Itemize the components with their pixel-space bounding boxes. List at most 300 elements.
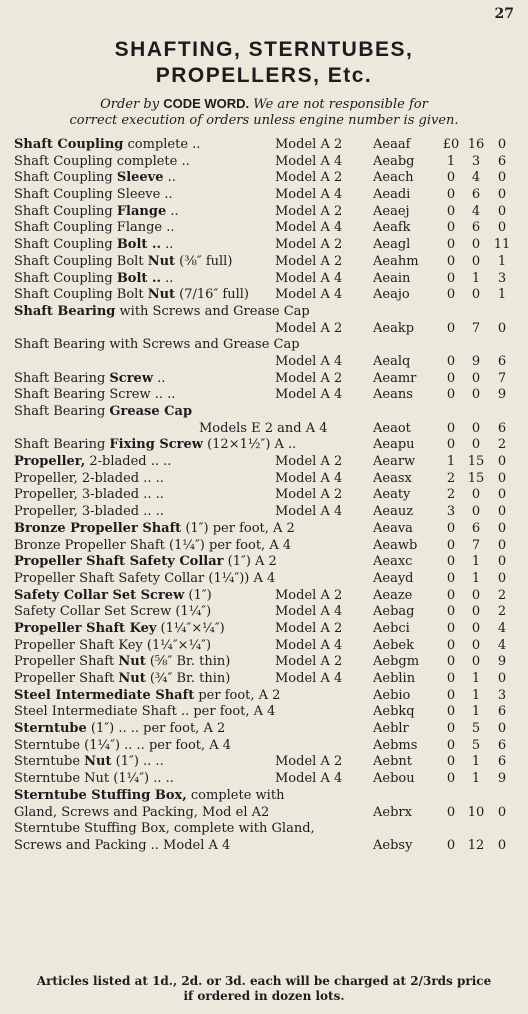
table-row <box>0 137 528 154</box>
price-shillings: 6 <box>471 520 481 536</box>
price-pence: 2 <box>497 587 507 603</box>
price-pence: 0 <box>497 504 507 520</box>
description-segment: Nut <box>118 654 146 670</box>
price-pence: 11 <box>493 237 511 253</box>
price-pounds: 0 <box>446 370 456 386</box>
price-pounds: 0 <box>446 620 456 636</box>
description-segment: Sterntube Stuffing Box, complete with Gland, <box>14 821 315 837</box>
price-shillings: 0 <box>471 237 481 253</box>
price-shillings: 16 <box>467 137 485 152</box>
description-segment: Safety Collar Set Screw <box>14 587 185 603</box>
price-pence: 0 <box>497 187 507 203</box>
code-word: Aeaaf <box>373 137 411 152</box>
description-segment: Safety Collar Set Screw (1¼″) <box>14 604 212 620</box>
price-pounds: 0 <box>446 220 456 236</box>
table-row <box>0 504 528 521</box>
code-word: Aeapu <box>373 437 415 453</box>
price-pounds: £0 <box>442 137 460 152</box>
table-row <box>0 337 528 354</box>
price-pounds: 1 <box>446 153 456 169</box>
model: Model A 2 <box>275 237 343 253</box>
price-pence: 6 <box>497 420 507 436</box>
item-description <box>14 271 173 288</box>
price-pence: 0 <box>497 470 507 486</box>
model: Model A 4 <box>275 771 343 787</box>
code-word: Aeava <box>373 520 413 536</box>
subtitle-line2: correct execution of orders unless engine number is given. <box>69 113 459 128</box>
price-shillings: 0 <box>471 420 481 436</box>
description-segment: Shaft Bearing <box>14 303 116 319</box>
item-description <box>14 721 225 738</box>
model: Model A 2 <box>275 487 343 503</box>
description-segment: Bronze Propeller Shaft <box>14 520 182 536</box>
price-shillings: 1 <box>471 754 481 770</box>
item-description <box>14 571 275 588</box>
model: Model A 4 <box>275 671 343 686</box>
price-pounds: 0 <box>446 554 456 570</box>
table-row <box>0 154 528 171</box>
code-word: Aeain <box>373 270 411 286</box>
item-description <box>14 588 212 605</box>
description-segment: Screw <box>109 370 154 386</box>
price-pence: 0 <box>497 203 507 219</box>
description-segment: .. <box>163 170 176 186</box>
description-segment: Shaft Bearing with Screws and Grease Cap <box>14 337 300 353</box>
code-word: Aearw <box>373 454 416 470</box>
price-shillings: 5 <box>471 737 481 753</box>
model: Model A 2 <box>275 137 343 152</box>
code-word: Aebou <box>373 771 415 787</box>
code-word: Aeajo <box>373 287 410 303</box>
price-pounds: 0 <box>446 771 456 787</box>
description-segment: Screws and Packing .. Model A 4 <box>14 837 231 853</box>
price-shillings: 15 <box>467 470 485 486</box>
code-word: Aeaze <box>373 587 413 603</box>
description-segment: (1″) A 2 <box>223 554 277 570</box>
description-segment: Propeller Shaft <box>14 654 119 670</box>
item-description <box>14 738 231 755</box>
table-row <box>0 220 528 237</box>
table-row <box>0 271 528 288</box>
price-pounds: 0 <box>446 804 456 820</box>
price-shillings: 0 <box>471 253 481 269</box>
item-description <box>14 621 225 638</box>
model: Model A 2 <box>275 654 343 670</box>
description-segment: Bronze Propeller Shaft (1¼″) per foot, A 4 <box>14 537 292 553</box>
description-segment: Sterntube Stuffing Box, <box>14 787 187 803</box>
description-segment: Sterntube (1¼″) .. .. per foot, A 4 <box>14 737 232 753</box>
code-word: Aebnt <box>373 754 412 770</box>
table-row <box>0 471 528 488</box>
price-shillings: 12 <box>467 837 485 853</box>
subtitle <box>0 95 528 113</box>
item-description <box>14 337 300 354</box>
price-pence: 9 <box>497 387 507 403</box>
price-pence: 6 <box>497 353 507 369</box>
description-segment: Shaft Coupling <box>14 237 117 253</box>
description-segment: Fixing Screw <box>109 437 203 453</box>
code-word: Aeblin <box>373 671 416 686</box>
price-pounds: 0 <box>446 637 456 653</box>
page-number: 27 <box>494 6 514 22</box>
price-shillings: 0 <box>471 654 481 670</box>
price-pence: 0 <box>497 220 507 236</box>
description-segment: (1″) .. .. <box>111 754 164 770</box>
price-shillings: 0 <box>471 287 481 303</box>
description-segment: (1″) per foot, A 2 <box>181 520 295 536</box>
item-description <box>14 471 164 488</box>
table-row <box>0 771 528 788</box>
price-pounds: 0 <box>446 587 456 603</box>
code-word: Aeadi <box>373 187 411 203</box>
description-segment: Shaft Coupling Sleeve .. <box>14 187 173 203</box>
price-shillings: 1 <box>471 270 481 286</box>
description-segment: Bolt .. <box>116 237 161 253</box>
code-word: Aebio <box>373 687 411 703</box>
price-pounds: 0 <box>446 170 456 186</box>
price-pounds: 0 <box>446 270 456 286</box>
price-pounds: 0 <box>446 420 456 436</box>
code-word: Aeans <box>373 387 413 403</box>
table-row <box>0 521 528 538</box>
description-segment: (1″) .. .. per foot, A 2 <box>86 721 226 737</box>
description-segment: Nut <box>147 253 176 269</box>
item-description <box>14 805 269 822</box>
subtitle-pre: Order by <box>100 97 160 112</box>
page-title-line2: PROPELLERS, Etc. <box>155 64 373 87</box>
price-pence: 0 <box>497 837 507 853</box>
model: Model A 4 <box>275 604 343 620</box>
description-segment: Flange <box>116 203 167 219</box>
price-shillings: 0 <box>471 387 481 403</box>
table-row <box>0 671 528 688</box>
price-shillings: 0 <box>471 504 481 520</box>
item-description <box>14 704 275 721</box>
price-shillings: 0 <box>471 620 481 636</box>
price-pounds: 0 <box>446 187 456 203</box>
table-row <box>0 170 528 187</box>
description-segment: Shaft Bearing <box>14 437 110 453</box>
code-word: Aebek <box>373 637 414 653</box>
price-pence: 2 <box>497 604 507 620</box>
price-pounds: 0 <box>446 570 456 586</box>
item-description <box>14 504 164 521</box>
item-description <box>14 387 175 404</box>
table-row <box>0 604 528 621</box>
model: Model A 4 <box>275 270 343 286</box>
item-description <box>14 638 211 655</box>
price-pence: 2 <box>497 437 507 453</box>
table-row <box>0 688 528 705</box>
code-word: Aeaot <box>373 420 411 436</box>
price-pounds: 0 <box>446 520 456 536</box>
description-segment: Sterntube <box>14 754 85 770</box>
description-segment: Propeller, <box>14 454 86 470</box>
table-row <box>0 654 528 671</box>
table-row <box>0 638 528 655</box>
price-pounds: 0 <box>446 387 456 403</box>
description-segment: (⅜″ full) <box>175 253 233 269</box>
price-shillings: 0 <box>471 604 481 620</box>
item-description <box>14 754 164 771</box>
description-segment: Shaft Bearing Screw .. .. <box>14 387 176 403</box>
item-description <box>14 821 315 838</box>
price-shillings: 3 <box>471 153 481 169</box>
item-description <box>14 454 171 471</box>
code-word: Aebsy <box>373 837 413 853</box>
description-segment: (1″) <box>184 587 212 603</box>
table-row <box>0 387 528 404</box>
table-row <box>0 437 528 454</box>
description-segment: .. <box>166 203 179 219</box>
item-description <box>14 220 175 237</box>
description-segment: 2-bladed .. .. <box>85 454 172 470</box>
price-shillings: 1 <box>471 687 481 703</box>
price-pounds: 0 <box>446 704 456 720</box>
description-segment: Grease Cap <box>109 404 193 419</box>
code-word: Aeauz <box>373 504 414 520</box>
description-segment: Nut <box>118 671 146 686</box>
description-segment: Shaft Coupling Flange .. <box>14 220 175 236</box>
description-segment: Propeller, 3-bladed .. .. <box>14 504 164 520</box>
price-pence: 0 <box>497 570 507 586</box>
code-word: Aeafk <box>373 220 411 236</box>
price-pence: 0 <box>497 320 507 336</box>
item-description <box>14 788 284 805</box>
code-word: Aeamr <box>373 370 417 386</box>
price-shillings: 1 <box>471 554 481 570</box>
item-description <box>14 538 291 555</box>
price-pounds: 2 <box>446 470 456 486</box>
price-shillings: 0 <box>471 487 481 503</box>
description-segment: Bolt .. <box>116 270 161 286</box>
code-word: Aebci <box>373 620 410 636</box>
price-pounds: 0 <box>446 353 456 369</box>
code-word: Aeaxc <box>373 554 413 570</box>
description-segment: Shaft Coupling <box>14 170 117 186</box>
model: Model A 4 <box>275 470 343 486</box>
description-segment: (¾″ Br. thin) <box>145 671 231 686</box>
description-segment: Sterntube <box>14 721 87 737</box>
table-row <box>0 371 528 388</box>
model: Model A 2 <box>275 253 343 269</box>
description-segment: Shaft Coupling <box>14 203 117 219</box>
code-word: Aeach <box>373 170 414 186</box>
model: Model A 2 <box>275 754 343 770</box>
table-row <box>0 788 528 805</box>
price-pounds: 0 <box>446 687 456 703</box>
model: Model A 2 <box>275 170 343 186</box>
item-description <box>14 671 230 688</box>
item-description <box>14 688 280 705</box>
price-pence: 3 <box>497 687 507 703</box>
page-title: SHAFTING, STERNTUBES, <box>114 38 414 61</box>
item-description <box>14 287 249 304</box>
table-row <box>0 354 528 371</box>
item-description <box>14 204 179 221</box>
price-pence: 0 <box>497 671 507 686</box>
item-description <box>14 521 295 538</box>
description-segment: Sleeve <box>116 170 164 186</box>
code-word: Aeabg <box>373 153 415 169</box>
description-segment: Nut <box>84 754 112 770</box>
price-shillings: 6 <box>471 187 481 203</box>
table-row <box>0 237 528 254</box>
price-pounds: 0 <box>446 437 456 453</box>
code-word: Aeayd <box>373 570 414 586</box>
table-row <box>0 421 528 438</box>
code-word: Aeaty <box>373 487 411 503</box>
description-segment: (1¼″×¼″) <box>156 620 225 636</box>
item-description <box>14 237 173 254</box>
model: Model A 4 <box>275 637 343 653</box>
code-word: Aeagl <box>373 237 411 253</box>
item-description <box>14 771 174 788</box>
price-pence: 0 <box>497 170 507 186</box>
code-word: Aeaej <box>373 203 410 219</box>
model: Model A 2 <box>275 203 343 219</box>
price-pence: 0 <box>497 804 507 820</box>
item-description <box>14 304 310 321</box>
description-segment: Shaft Coupling Bolt <box>14 287 148 303</box>
item-description <box>14 254 232 271</box>
price-pounds: 0 <box>446 837 456 853</box>
price-pounds: 0 <box>446 604 456 620</box>
table-row <box>0 304 528 321</box>
description-segment: Propeller Shaft <box>14 671 119 686</box>
description-segment: Sterntube Nut (1¼″) .. .. <box>14 771 174 787</box>
price-shillings: 4 <box>471 170 481 186</box>
price-shillings: 0 <box>471 370 481 386</box>
price-shillings: 0 <box>471 637 481 653</box>
price-pence: 1 <box>497 253 507 269</box>
description-segment: (12×1½″) A .. <box>202 437 297 453</box>
price-pence: 0 <box>497 721 507 737</box>
price-pence: 0 <box>497 137 507 152</box>
price-shillings: 10 <box>467 804 485 820</box>
item-description <box>14 838 230 855</box>
price-pence: 9 <box>497 654 507 670</box>
price-pounds: 0 <box>446 237 456 253</box>
description-segment: Propeller, 3-bladed .. .. <box>14 487 164 503</box>
model: Model A 4 <box>275 220 343 236</box>
table-row <box>0 538 528 555</box>
description-segment: (⅝″ Br. thin) <box>145 654 231 670</box>
item-description <box>14 187 173 204</box>
price-shillings: 1 <box>471 671 481 686</box>
price-shillings: 9 <box>471 353 481 369</box>
item-description <box>14 487 164 504</box>
item-description <box>14 170 176 187</box>
price-shillings: 0 <box>471 587 481 603</box>
price-shillings: 1 <box>471 704 481 720</box>
item-description <box>14 404 192 421</box>
description-segment: Shaft Coupling Bolt <box>14 253 148 269</box>
model: Model A 2 <box>275 620 343 636</box>
description-segment: Gland, Screws and Packing, Mod el A2 <box>14 804 270 820</box>
code-word: Aeakp <box>373 320 415 336</box>
price-pence: 0 <box>497 537 507 553</box>
price-pence: 1 <box>497 287 507 303</box>
description-segment: Steel Intermediate Shaft <box>14 687 195 703</box>
price-shillings: 1 <box>471 771 481 787</box>
table-row <box>0 588 528 605</box>
table-row <box>0 721 528 738</box>
subtitle-post: We are not responsible for <box>253 97 428 112</box>
description-segment: complete .. <box>123 137 201 152</box>
price-shillings: 4 <box>471 203 481 219</box>
price-shillings: 7 <box>471 320 481 336</box>
description-segment: complete with <box>186 787 285 803</box>
price-pounds: 0 <box>446 287 456 303</box>
price-pounds: 0 <box>446 671 456 686</box>
price-shillings: 0 <box>471 437 481 453</box>
price-pounds: 0 <box>446 721 456 737</box>
description-segment: Shaft Bearing <box>14 370 110 386</box>
price-pounds: 0 <box>446 253 456 269</box>
table-row <box>0 838 528 855</box>
price-pounds: 1 <box>446 454 456 470</box>
table-row <box>0 487 528 504</box>
description-segment: per foot, A 2 <box>194 687 281 703</box>
table-row <box>0 571 528 588</box>
description-segment: Propeller Shaft Safety Collar <box>14 554 224 570</box>
price-shillings: 5 <box>471 721 481 737</box>
code-word: Aebgm <box>373 654 420 670</box>
price-pounds: 0 <box>446 320 456 336</box>
item-description <box>14 554 277 571</box>
price-shillings: 1 <box>471 570 481 586</box>
table-row <box>0 204 528 221</box>
price-pounds: 0 <box>446 754 456 770</box>
item-description <box>14 437 296 454</box>
price-pence: 6 <box>497 153 507 169</box>
code-word: Aeawb <box>373 537 418 553</box>
table-row <box>0 805 528 822</box>
description-segment: (7/16″ full) <box>175 287 250 303</box>
code-word: Aebag <box>373 604 415 620</box>
code-word: Aebms <box>373 737 418 753</box>
price-pence: 4 <box>497 637 507 653</box>
price-shillings: 6 <box>471 220 481 236</box>
price-pence: 7 <box>497 370 507 386</box>
description-segment: Shaft Coupling complete .. <box>14 153 190 169</box>
price-pence: 4 <box>497 620 507 636</box>
description-segment: .. <box>161 237 174 253</box>
price-pounds: 0 <box>446 654 456 670</box>
price-shillings: 7 <box>471 537 481 553</box>
description-segment: Nut <box>147 287 176 303</box>
model: Model A 2 <box>275 370 343 386</box>
price-pounds: 0 <box>446 537 456 553</box>
table-row <box>0 404 528 421</box>
description-segment: Propeller Shaft Key (1¼″×¼″) <box>14 637 212 653</box>
model: Models E 2 and A 4 <box>199 420 328 436</box>
item-description <box>14 154 190 171</box>
price-pence: 6 <box>497 704 507 720</box>
model: Model A 2 <box>275 454 343 470</box>
code-word: Aebkq <box>373 704 415 720</box>
price-pence: 3 <box>497 270 507 286</box>
code-word: Aeblr <box>373 721 409 737</box>
code-word: Aeasx <box>373 470 412 486</box>
description-segment: Shaft Bearing <box>14 404 110 419</box>
item-description <box>14 604 211 621</box>
price-pounds: 0 <box>446 203 456 219</box>
item-description <box>14 137 200 154</box>
description-segment: Shaft Coupling <box>14 137 124 152</box>
price-pence: 6 <box>497 754 507 770</box>
